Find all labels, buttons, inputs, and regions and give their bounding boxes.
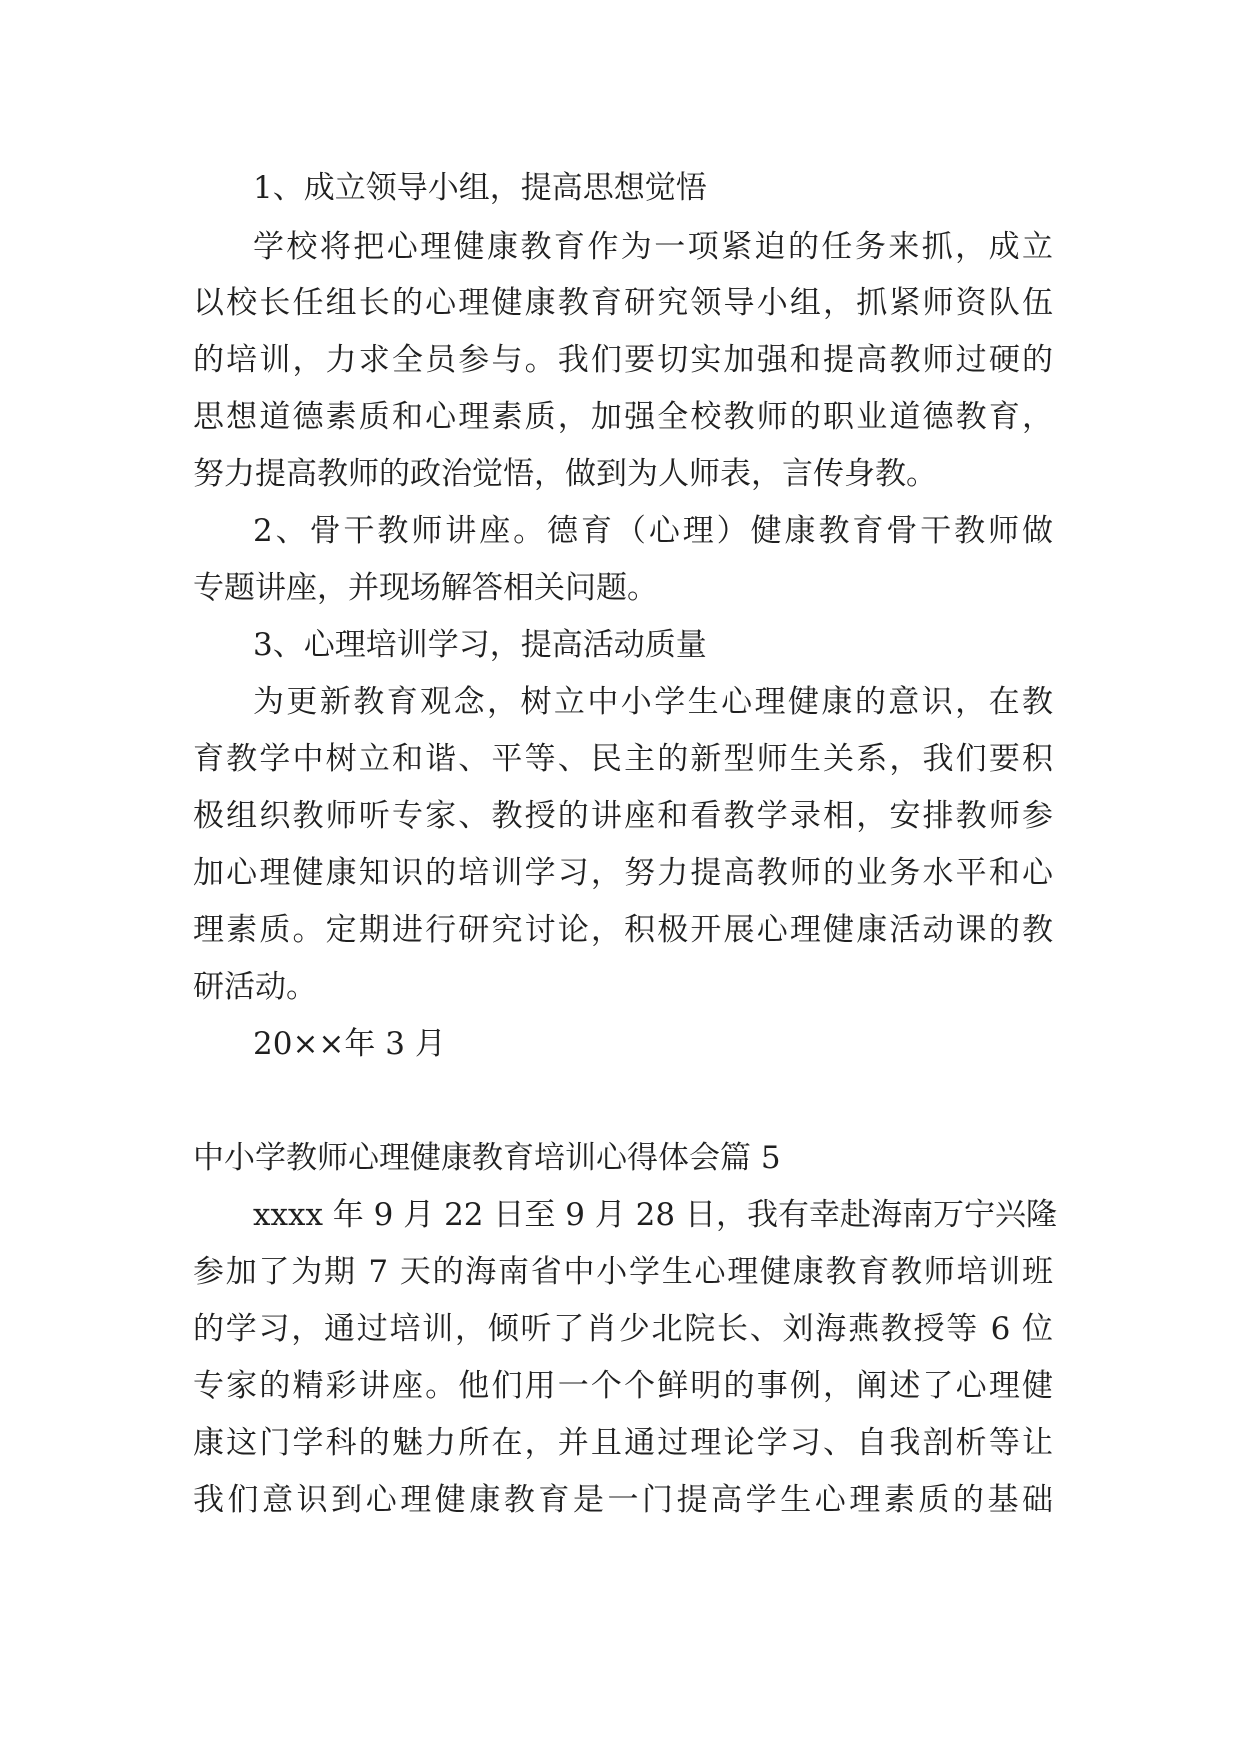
section-heading: 中小学教师心理健康教育培训心得体会篇 5 bbox=[193, 1140, 781, 1176]
text-line: 为更新教育观念，树立中小学生心理健康的意识，在教 bbox=[253, 684, 1053, 720]
text-line: 2、骨干教师讲座。德育（心理）健康教育骨干教师做 bbox=[253, 513, 1053, 549]
text-line: 参加了为期 7 天的海南省中小学生心理健康教育教师培训班 bbox=[193, 1254, 1053, 1290]
text-line: 努力提高教师的政治觉悟，做到为人师表，言传身教。 bbox=[193, 456, 937, 492]
text-line: 我们意识到心理健康教育是一门提高学生心理素质的基础 bbox=[193, 1482, 1053, 1518]
text-line: 康这门学科的魅力所在，并且通过理论学习、自我剖析等让 bbox=[193, 1425, 1053, 1461]
text-line: 的培训，力求全员参与。我们要切实加强和提高教师过硬的 bbox=[193, 342, 1053, 378]
text-line: xxxx 年 9 月 22 日至 9 月 28 日，我有幸赴海南万宁兴隆 bbox=[253, 1197, 1057, 1233]
text-line: 育教学中树立和谐、平等、民主的新型师生关系，我们要积 bbox=[193, 741, 1053, 777]
text-line: 20××年 3 月 bbox=[253, 1026, 446, 1062]
text-line: 3、心理培训学习，提高活动质量 bbox=[253, 627, 707, 663]
text-line: 专题讲座，并现场解答相关问题。 bbox=[193, 570, 658, 606]
text-line: 1、成立领导小组，提高思想觉悟 bbox=[253, 170, 707, 206]
text-line: 加心理健康知识的培训学习，努力提高教师的业务水平和心 bbox=[193, 855, 1053, 891]
text-line: 专家的精彩讲座。他们用一个个鲜明的事例，阐述了心理健 bbox=[193, 1368, 1053, 1404]
text-line: 理素质。定期进行研究讨论，积极开展心理健康活动课的教 bbox=[193, 912, 1053, 948]
text-line: 的学习，通过培训，倾听了肖少北院长、刘海燕教授等 6 位 bbox=[193, 1311, 1053, 1347]
text-line: 学校将把心理健康教育作为一项紧迫的任务来抓，成立 bbox=[253, 229, 1053, 265]
text-line: 极组织教师听专家、教授的讲座和看教学录相，安排教师参 bbox=[193, 798, 1053, 834]
text-line: 思想道德素质和心理素质，加强全校教师的职业道德教育， bbox=[193, 399, 1053, 435]
text-line: 研活动。 bbox=[193, 969, 317, 1005]
text-line: 以校长任组长的心理健康教育研究领导小组，抓紧师资队伍 bbox=[193, 285, 1053, 321]
